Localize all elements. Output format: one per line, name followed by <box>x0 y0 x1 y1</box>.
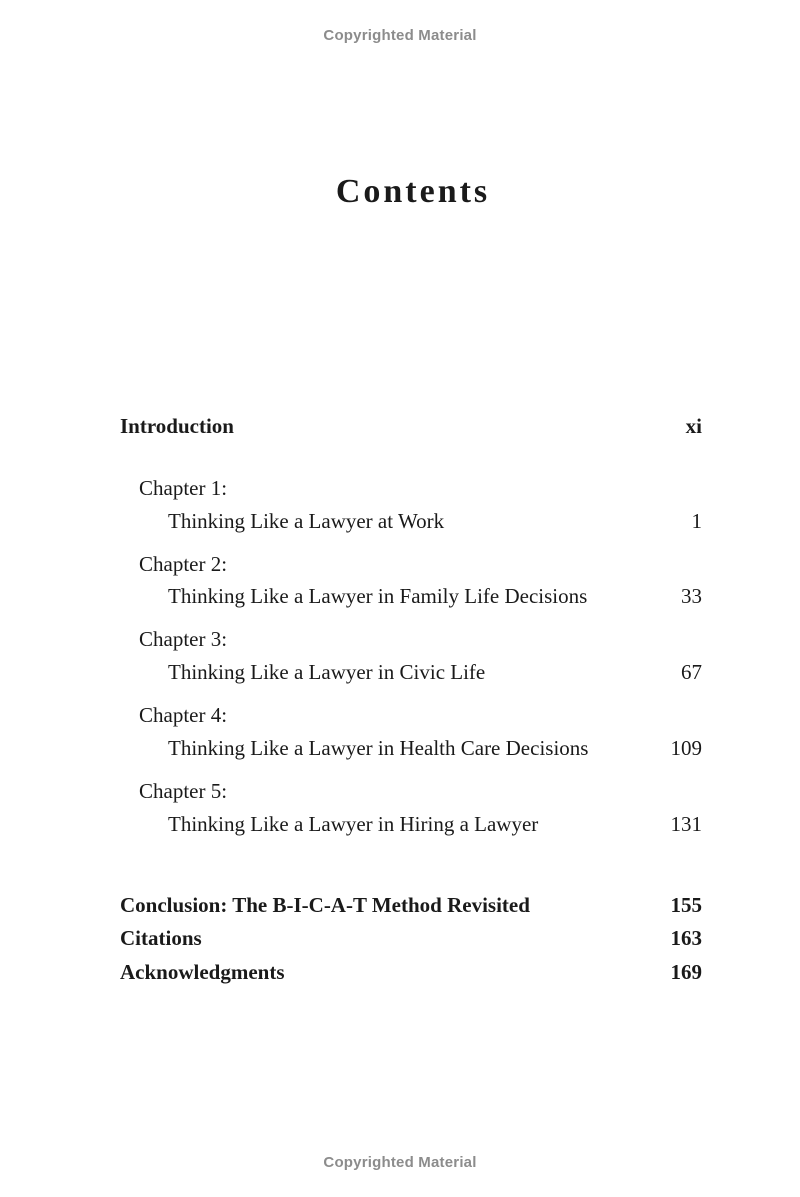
page-title: Contents <box>335 172 491 210</box>
toc-entry-introduction[interactable] <box>120 412 702 440</box>
toc-entry-page: 109 <box>670 736 702 760</box>
watermark-top: Copyrighted Material <box>323 27 477 44</box>
toc-entry-page: xi <box>685 414 702 438</box>
toc-entry-conclusion[interactable] <box>120 891 702 919</box>
toc-entry-page: 131 <box>670 812 702 836</box>
toc-entry-page: 1 <box>691 509 702 533</box>
toc-entry-citations[interactable] <box>120 924 702 952</box>
toc-entry-label: Conclusion: The B-I-C-A-T Method Revisited <box>120 893 530 917</box>
toc-entry-acknowledgments[interactable] <box>120 958 702 986</box>
toc-entry-page: 155 <box>670 893 702 917</box>
toc-entry-label: Acknowledgments <box>120 960 285 984</box>
chapter-number-3: Chapter 3: <box>139 627 228 651</box>
chapter-number-4: Chapter 4: <box>139 703 228 727</box>
toc-entry-label: Thinking Like a Lawyer in Hiring a Lawyer <box>168 812 539 836</box>
toc-entry-page: 33 <box>681 584 702 608</box>
toc-entry-label: Thinking Like a Lawyer in Civic Life <box>168 660 486 684</box>
toc-entry-label: Thinking Like a Lawyer in Health Care Decisions <box>168 736 589 760</box>
toc-entry-label: Citations <box>120 926 202 950</box>
toc-entry-page: 163 <box>670 926 702 950</box>
watermark-bottom: Copyrighted Material <box>323 1154 477 1171</box>
toc-entry-label: Introduction <box>120 414 234 438</box>
toc-entry-label: Thinking Like a Lawyer in Family Life Decisions <box>168 584 588 608</box>
toc-entry-page: 169 <box>670 960 702 984</box>
toc-entry-chapter-1[interactable] <box>120 507 702 535</box>
toc-entry-label: Thinking Like a Lawyer at Work <box>168 509 445 533</box>
chapter-number-2: Chapter 2: <box>139 552 228 576</box>
toc-entry-chapter-3[interactable] <box>120 658 702 686</box>
toc-entry-chapter-2[interactable] <box>120 582 702 610</box>
chapter-number-5: Chapter 5: <box>139 779 228 803</box>
toc-entry-chapter-5[interactable] <box>120 810 702 838</box>
toc-entry-page: 67 <box>681 660 702 684</box>
chapter-number-1: Chapter 1: <box>139 476 228 500</box>
toc-entry-chapter-4[interactable] <box>120 734 702 762</box>
